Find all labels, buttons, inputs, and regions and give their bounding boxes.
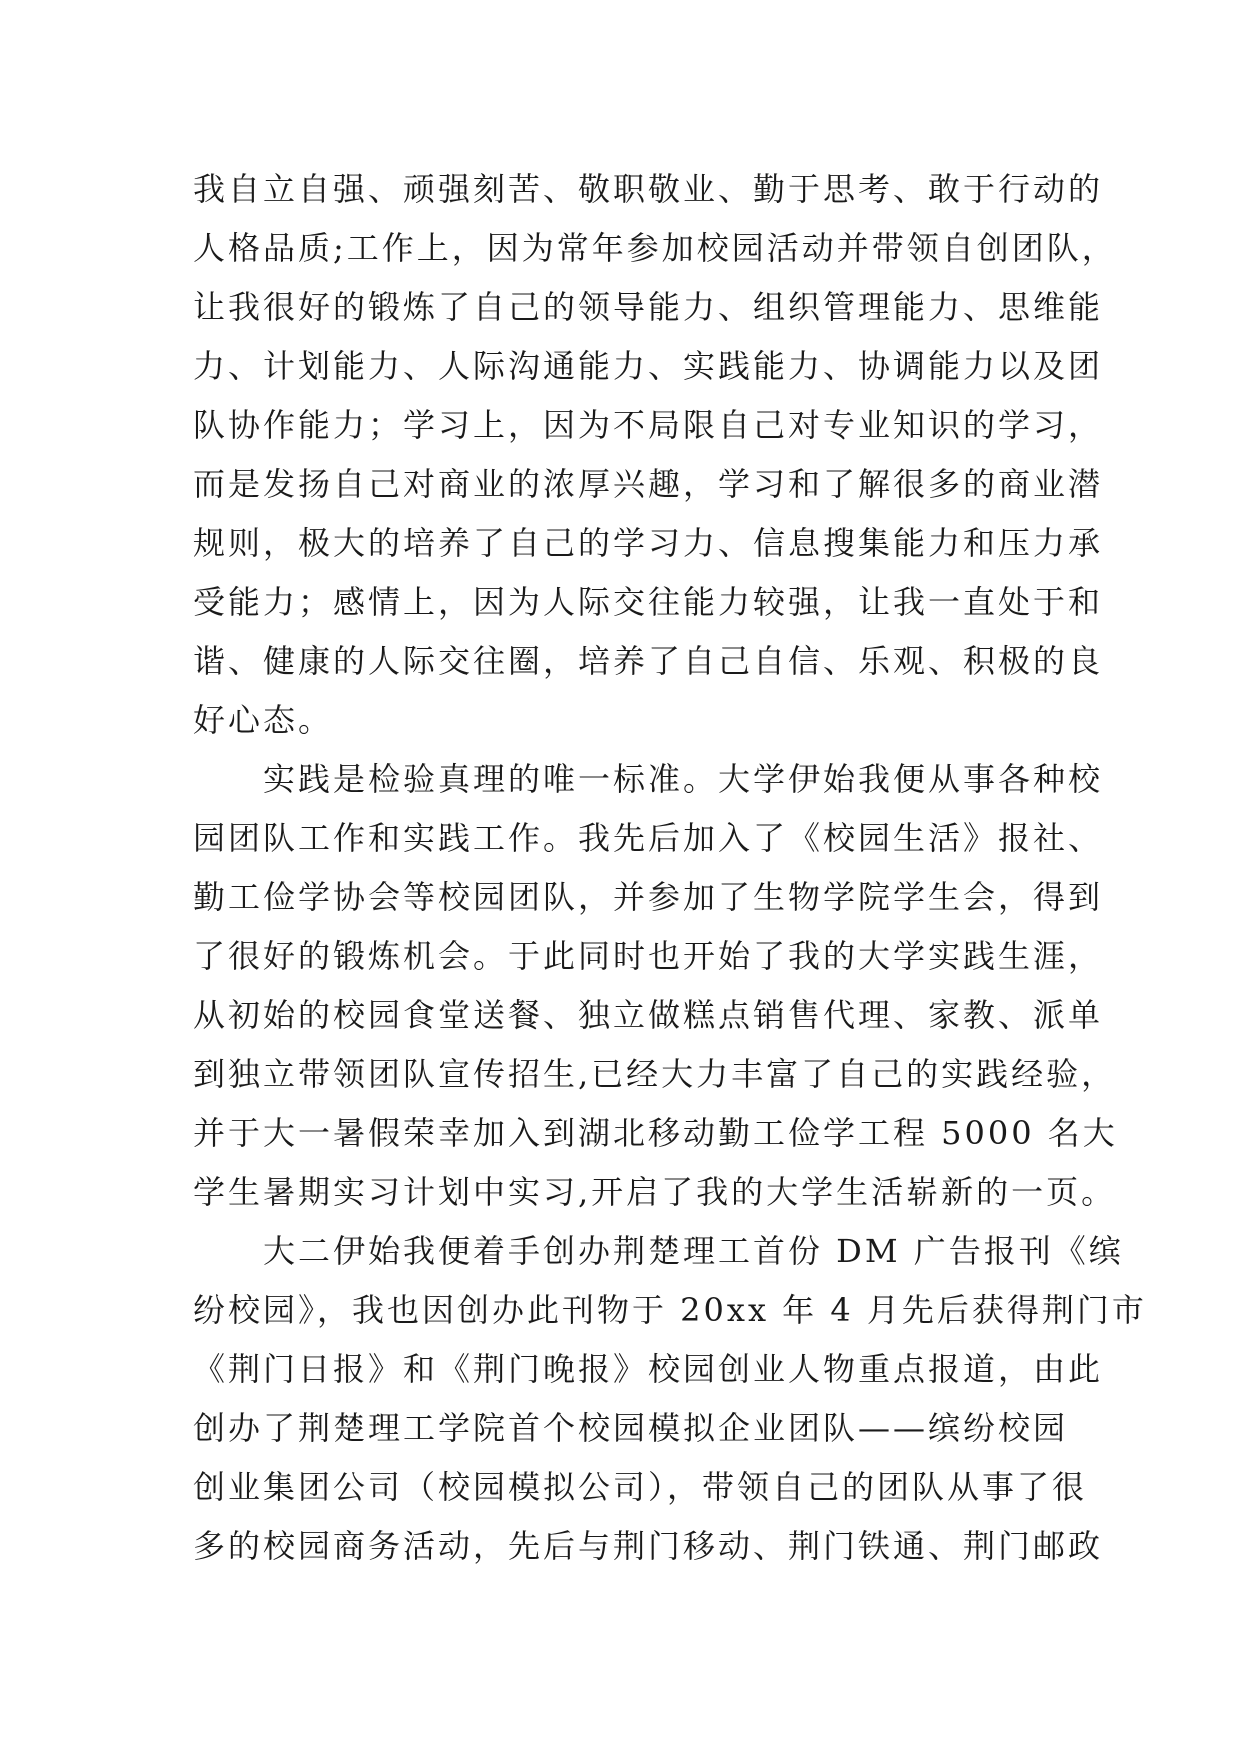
text-line: 受能力；感情上，因为人际交往能力较强，让我一直处于和 [193,583,1104,621]
text-line: 实践是检验真理的唯一标准。大学伊始我便从事各种校 [193,760,1104,798]
text-line: 了很好的锻炼机会。于此同时也开始了我的大学实践生涯， [193,937,1104,975]
text-line: 队协作能力；学习上，因为不局限自己对专业知识的学习， [193,406,1104,444]
text-line: 园团队工作和实践工作。我先后加入了《校园生活》报社、 [193,819,1104,857]
text-line: 勤工俭学协会等校园团队，并参加了生物学院学生会，得到 [193,878,1104,916]
text-line: 大二伊始我便着手创办荆楚理工首份 DM 广告报刊《缤 [193,1232,1124,1270]
text-line: 从初始的校园食堂送餐、独立做糕点销售代理、家教、派单 [193,996,1104,1034]
text-line: 学生暑期实习计划中实习,开启了我的大学生活崭新的一页。 [193,1173,1117,1211]
text-line: 到独立带领团队宣传招生,已经大力丰富了自己的实践经验， [193,1055,1117,1093]
text-line: 创业集团公司（校园模拟公司），带领自己的团队从事了很 [193,1468,1088,1506]
text-line: 好心态。 [193,701,334,739]
text-line: 创办了荆楚理工学院首个校园模拟企业团队——缤纷校园 [193,1409,1069,1447]
text-line: 而是发扬自己对商业的浓厚兴趣，学习和了解很多的商业潜 [193,465,1104,503]
text-line: 人格品质;工作上，因为常年参加校园活动并带领自创团队， [193,229,1117,267]
text-line: 我自立自强、顽强刻苦、敬职敬业、勤于思考、敢于行动的 [193,170,1104,208]
text-line: 谐、健康的人际交往圈，培养了自己自信、乐观、积极的良 [193,642,1104,680]
text-line: 多的校园商务活动，先后与荆门移动、荆门铁通、荆门邮政 [193,1527,1104,1565]
text-line: 并于大一暑假荣幸加入到湖北移动勤工俭学工程 5000 名大 [193,1114,1118,1152]
text-line: 力、计划能力、人际沟通能力、实践能力、协调能力以及团 [193,347,1104,385]
text-line: 规则，极大的培养了自己的学习力、信息搜集能力和压力承 [193,524,1104,562]
body-text [193,160,1147,1576]
text-line: 纷校园》，我也因创办此刊物于 20xx 年 4 月先后获得荆门市 [193,1291,1147,1329]
text-line: 《荆门日报》和《荆门晚报》校园创业人物重点报道，由此 [193,1350,1104,1388]
text-line: 让我很好的锻炼了自己的领导能力、组织管理能力、思维能 [193,288,1104,326]
